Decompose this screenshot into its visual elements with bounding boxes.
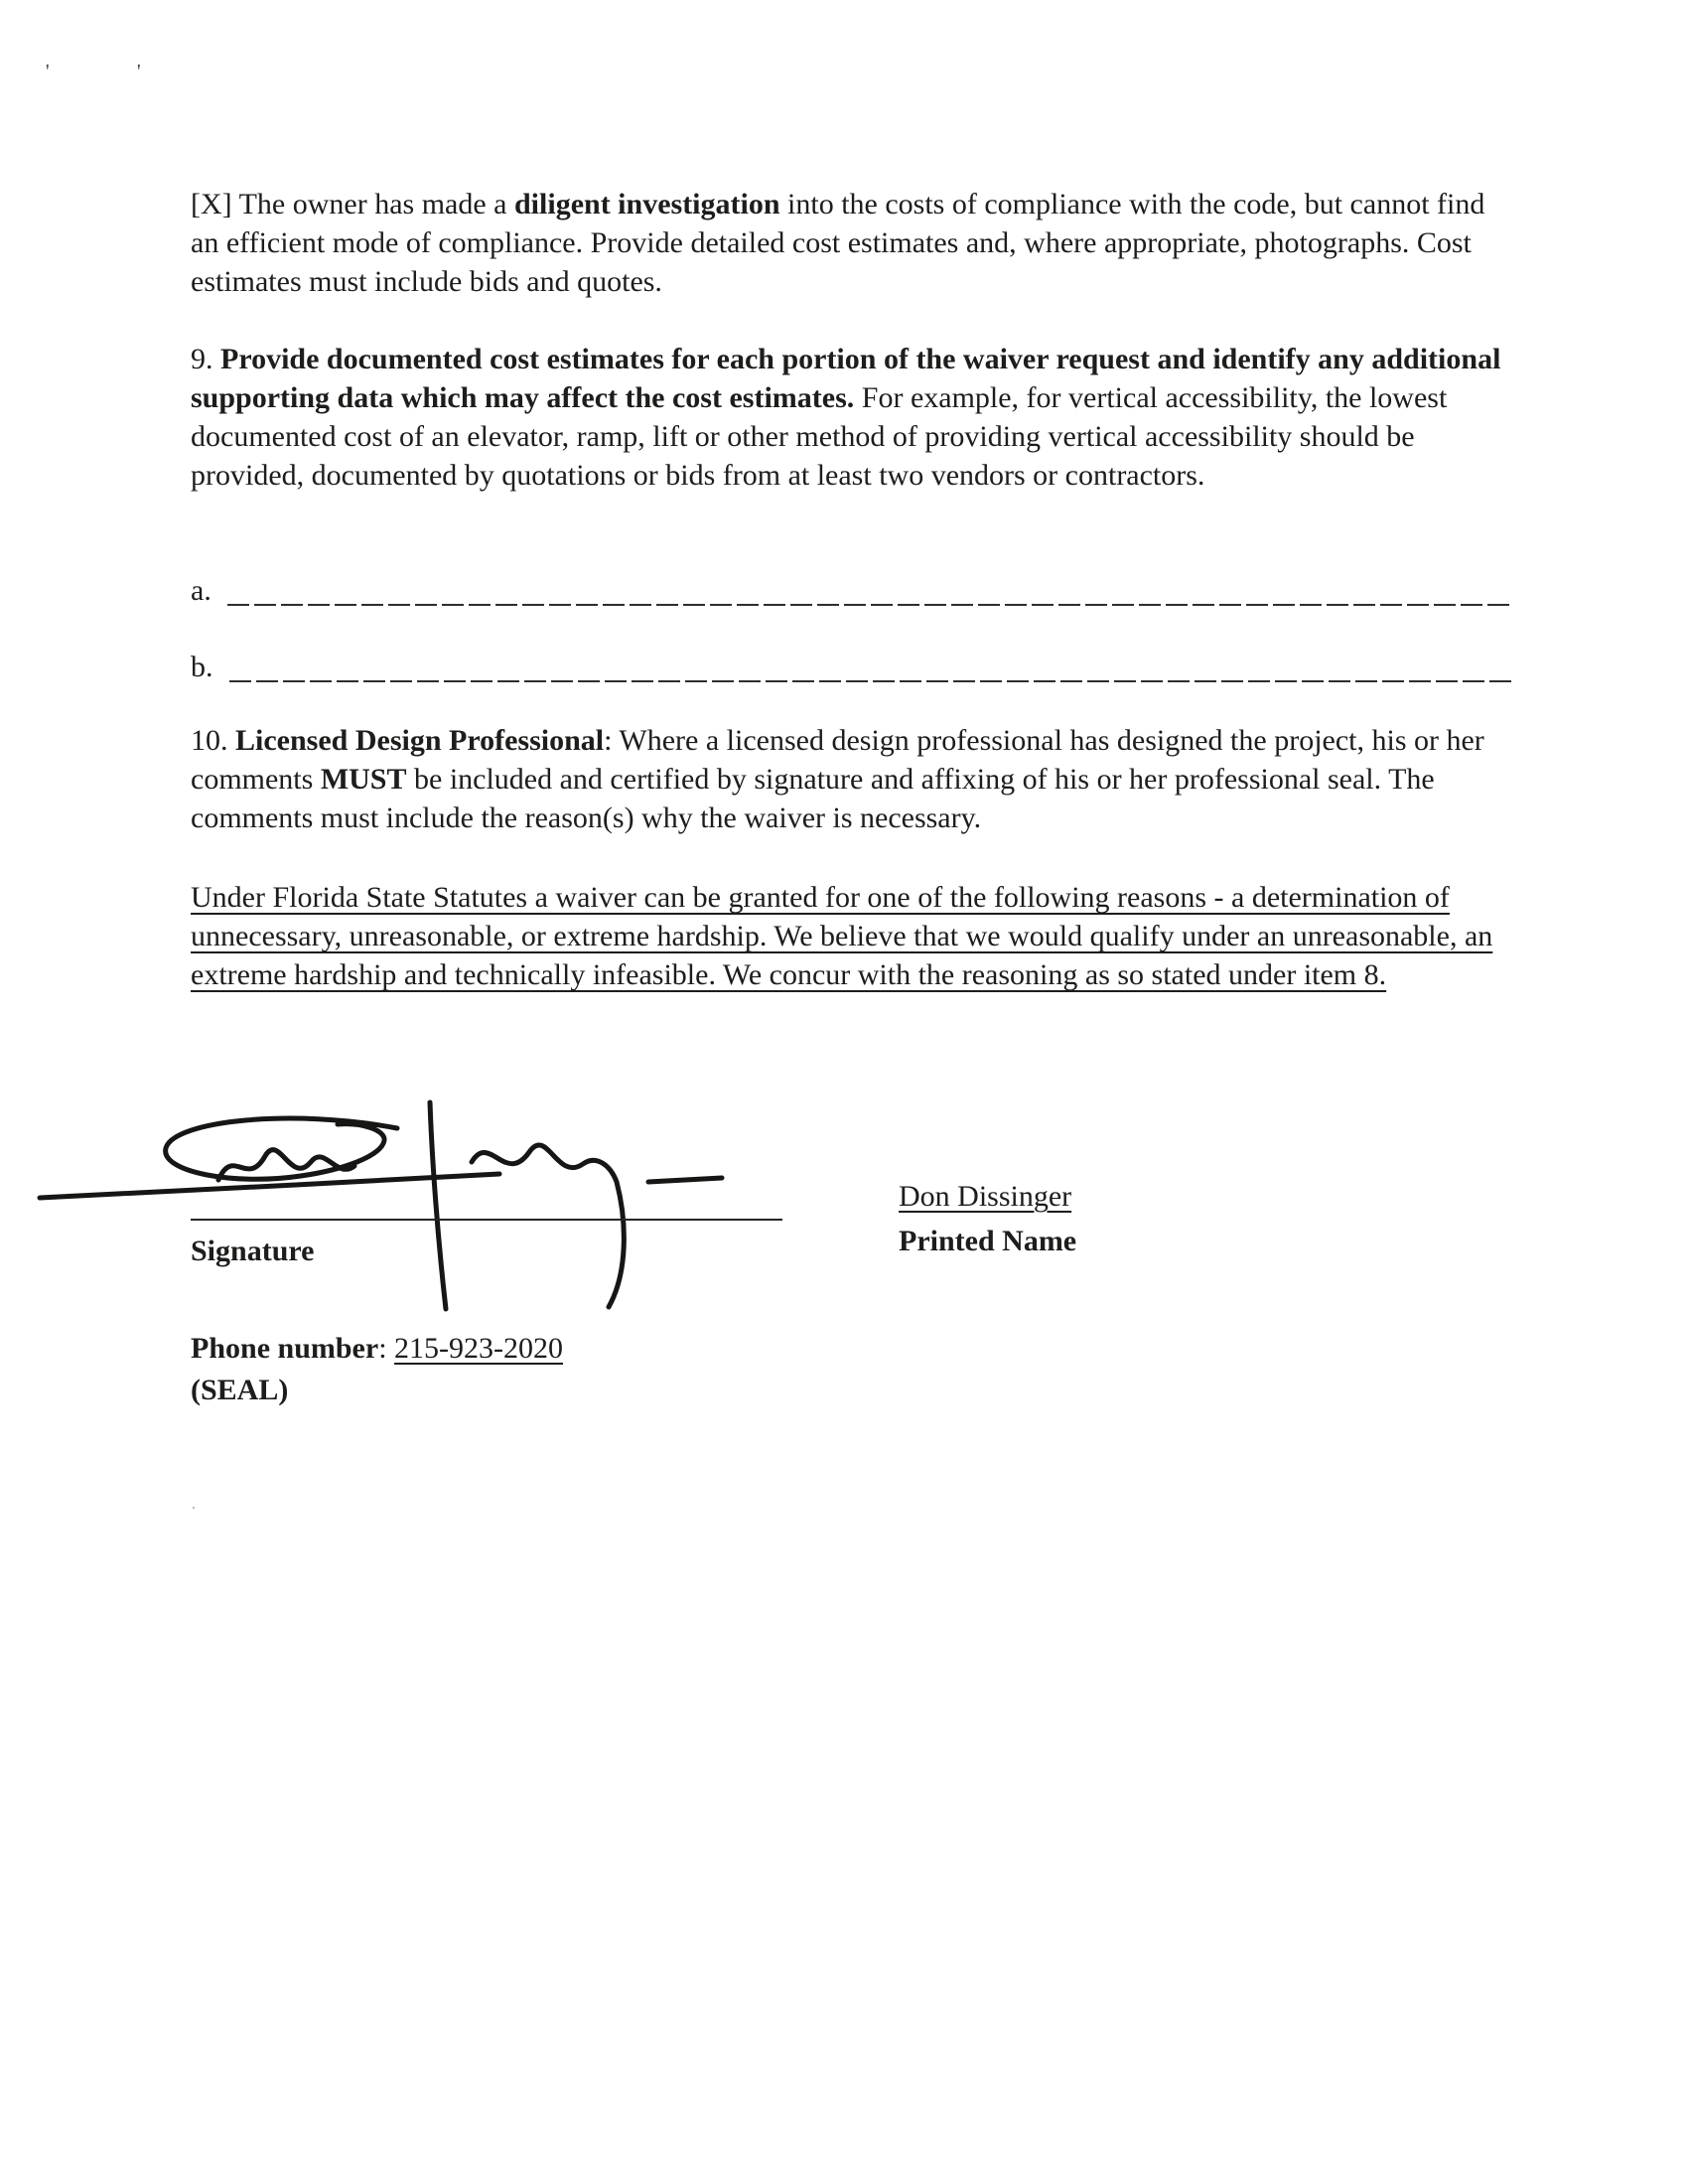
item-9-paragraph: [191, 340, 1513, 495]
item-10-title-emphasis: Licensed Design Professional: [235, 724, 605, 757]
item-10-detail-text: be included and certified by signature and affixing of his or her professional seal. The comments must include the reason(s) why the waiver is necessary.: [191, 763, 1435, 834]
signature-label: Signature: [191, 1235, 315, 1267]
printed-name-value: Don Dissinger: [899, 1180, 1072, 1213]
checkbox-owner-investigation-paragraph: [191, 185, 1513, 301]
signature-rule-line: [191, 1219, 782, 1221]
printed-name-block: [899, 1177, 1076, 1260]
handwritten-signature: [35, 1091, 730, 1324]
blank-line-a: [191, 571, 1513, 610]
item-9-detail-text: For example, for vertical accessibility, the lowest documented cost of an elevator, ramp, lift or other method of providing vertical accessibility should be provided, documented by quotations or bids from at least two vendors or contractors.: [191, 381, 1448, 492]
signature-stroke: [648, 1178, 722, 1182]
waiver-reason-statement: Under Florida State Statutes a waiver can be granted for one of the following reasons - a determination of unnecessary, unreasonable, or extreme hardship. We believe that we would qualify under an unreasonable, an extreme hardship and technically infeasible. We concur with the reasoning as so stated under item 8.: [191, 881, 1493, 991]
printed-name-label: Printed Name: [899, 1225, 1077, 1257]
seal-label: (SEAL): [191, 1374, 289, 1406]
scan-artifact-mark: ': [137, 61, 141, 82]
blank-line-b-label: b.: [191, 651, 213, 683]
phone-number-separator: :: [378, 1332, 395, 1365]
signature-stroke: [166, 1118, 397, 1179]
phone-number-label: Phone number: [191, 1332, 379, 1365]
scan-artifact-dot: .: [192, 1496, 196, 1513]
signature-stroke: [430, 1102, 446, 1309]
signature-stroke: [472, 1145, 624, 1307]
phone-number-row: [191, 1329, 563, 1368]
blank-line-b: [191, 648, 1513, 686]
phone-number-value: 215-923-2020: [394, 1332, 564, 1365]
diligent-investigation-emphasis: diligent investigation: [514, 188, 780, 220]
item-10-paragraph: [191, 721, 1513, 837]
item-9-bold-instruction: Provide documented cost estimates for each portion of the waiver request and identify any additional supporting data which may affect the cost estimates.: [191, 343, 1501, 414]
blank-line-a-rule: [227, 572, 1513, 606]
blank-line-b-rule: [229, 649, 1514, 682]
scan-artifact-mark: ': [46, 61, 50, 82]
blank-line-a-label: a.: [191, 574, 211, 607]
item-10-mid-text: : Where a licensed design professional has designed the project, his or her comments: [191, 724, 1484, 796]
checkbox-and-intro-text: [X] The owner has made a: [191, 188, 514, 220]
paragraph-text: into the costs of compliance with the code, but cannot find an efficient mode of compliance. Provide detailed cost estimates and, where appropriate, photographs. Cost estimates must include bids and quotes.: [191, 188, 1485, 298]
item-9-number: 9.: [191, 343, 220, 375]
must-emphasis: MUST: [320, 763, 407, 796]
item-10-number: 10.: [191, 724, 235, 757]
